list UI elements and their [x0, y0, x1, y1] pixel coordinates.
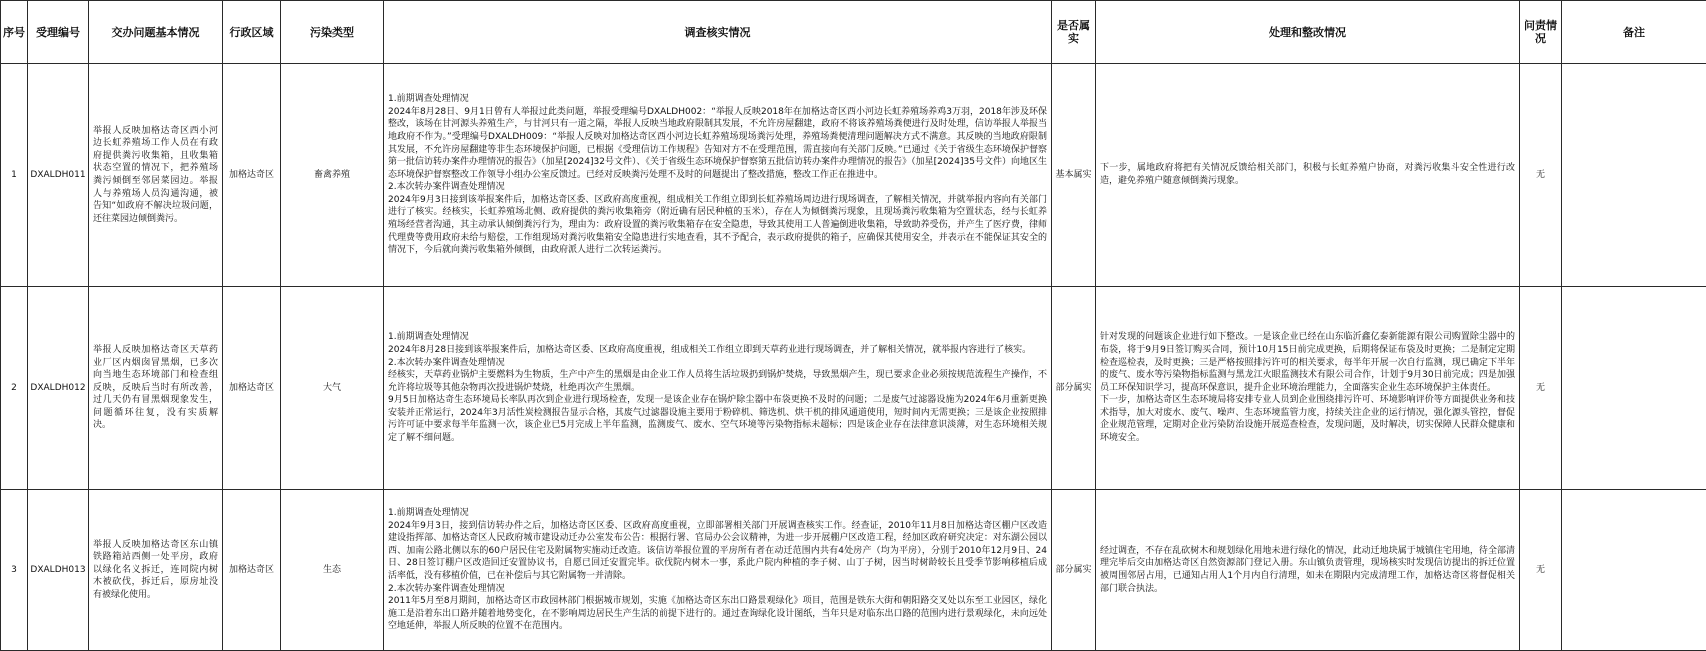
cell-verified: 部分属实 — [1052, 490, 1096, 651]
header-row — [1, 1, 1706, 64]
cell-investigation — [384, 64, 1052, 287]
cell-district: 加格达奇区 — [223, 287, 281, 490]
investigation-para: 1.前期调查处理情况 — [388, 507, 1047, 520]
investigation-para: 9月5日加格达奇生态环境局长率队再次到企业进行现场检查，发现一是该企业存在锅炉除尘器中布袋更换不及时的问题；二是废气过滤器设施为2024年6月重新更换安装并正常运行，2024年3月活性炭检测报告显示合格，其废气过滤器设施主要用于粉碎机、筛选机、烘干机的排风通道使用，短时间内无需更换；三是该企业按照排污许可证中要求每半年监测一次，该企业已5月完成上半年监测，监测废气、废水、空气环境等污染物指标未超标；四是该企业存在法律意识淡薄，对生态环境相关规定了解不细问题。 — [388, 394, 1047, 444]
cell-case-no: DXALDH013 — [28, 490, 89, 651]
cell-district: 加格达奇区 — [223, 64, 281, 287]
header-investigation: 调查核实情况 — [384, 1, 1052, 64]
handling-para: 下一步，加格达奇区生态环境局将安排专业人员到企业围绕排污许可、环境影响评价等方面提供业务和技术指导，加大对废水、废气、噪声、生态环境监管力度，持续关注企业的运行情况，强化源头管控，督促企业规范管理，定期对企业污染防治设施开展巡查检查，发现问题，及时解决，切实保障人民群众健康和环境安全。 — [1100, 394, 1515, 444]
investigation-para: 1.前期调查处理情况 — [388, 93, 1047, 106]
cell-district: 加格达奇区 — [223, 490, 281, 651]
cell-accountability: 无 — [1520, 287, 1562, 490]
investigation-para: 2024年9月3日，接到信访转办件之后，加格达奇区区委、区政府高度重视，立即部署相关部门开展调查核实工作。经查证，2010年11月8日加格达奇区棚户区改造建设指挥部、加格达奇区人民政府城市建设动迁办公室发布公告：根据行署、官局办公会议精神，为进一步开展棚户区改造工程，经加区政府研究决定：对东湖公园以西、加南公路北侧以东的60户居民住宅及附属物实施动迁改造。该信访举报位置的平房所有者在动迁范围内共有4处房产（均为平房），分别于2010年12月9日、24日、28日签订棚户区改造回迁安置协议书，自愿已回迁安置完毕。砍伐院内树木一事，系此户院内种植的李子树、山丁子树，因当时树龄较长且受季节影响移植后成活率低，没有移植价值，已在补偿后与其它附属物一并清除。 — [388, 520, 1047, 583]
header-remarks: 备注 — [1562, 1, 1706, 64]
investigation-para: 经核实，天草药业锅炉主要燃料为生物质，生产中产生的黑烟是由企业工作人员将生活垃圾扔到锅炉焚烧，导致黑烟产生，现已要求企业必须按规范流程生产操作，不允许将垃圾等其他杂物再次投进锅炉焚烧，杜绝再次产生黑烟。 — [388, 369, 1047, 394]
cell-remarks — [1562, 287, 1706, 490]
header-verified: 是否属实 — [1052, 1, 1096, 64]
cell-accountability: 无 — [1520, 490, 1562, 651]
cell-remarks — [1562, 64, 1706, 287]
cell-handling — [1096, 490, 1520, 651]
table-row — [1, 490, 1706, 651]
cell-handling — [1096, 287, 1520, 490]
cell-investigation — [384, 490, 1052, 651]
header-district: 行政区域 — [223, 1, 281, 64]
cell-pollution: 生态 — [281, 490, 384, 651]
table-row — [1, 287, 1706, 490]
header-issue: 交办问题基本情况 — [89, 1, 223, 64]
investigation-para: 2024年9月3日接到该举报案件后，加格达奇区委、区政府高度重视，组成相关工作组立即到长虹养殖场周边进行现场调查，了解相关情况，并就举报内容向有关部门进行了核实。经核实，长虹养殖场北侧、政府提供的粪污收集箱旁（附近确有居民种植的玉米），存在人为倾倒粪污现象，且现场粪污收集箱为空置状态，经与长虹养殖场经营者沟通，其主动承认倾倒粪污行为，理由为：政府设置的粪污收集箱存在安全隐患，导致其使用工人普遍倒进收集箱，导致助养受伤，并产生了医疗费，律师代理费等费用政府未给与赔偿，工作组现场对粪污收集箱安全隐患进行实地查看，其不予配合，表示政府提供的箱子，应确保其使用安全，并表示在不能保证其安全的情况下，今后就向粪污收集箱外倾倒，由政府派人进行二次转运粪污。 — [388, 194, 1047, 257]
investigation-para: 2024年8月28日、9月1日曾有人举报过此类问题，举报受理编号DXALDH002：“举报人反映2018年在加格达奇区西小河边长虹养殖场养鸡3万羽，2018年涉及环保整改，该场在甘河源头养殖生产，与甘河只有一道之隔，举报人反映当地政府限制其发展，不允许房屋翻建，政府不将该养殖场粪便进行及时处理，信访举报人举报当地政府不作为。”受理编号DXALDH009：“举报人反映对加格达奇区西小河边长虹养殖场现场粪污处理，养殖场粪便清理问题解决方式不满意。其反映的当地政府限制其发展，不允许房屋翻建等非生态环境保护问题，已根据《受理信访工作规程》告知对方不在受理范围，需直接向有关部门反映。”已通过《关于省级生态环境保护督察第一批信访转办案件办理情况的报告》（加星[2024]32号文件）、《关于省级生态环境保护督察第五批信访转办案件办理情况的报告》（加星[2024]35号文件）向地区生态环境保护督察整改工作领导小组办公室反馈过。已经对反映粪污处理不及时的问题提出了整改措施，整改工作正在推进中。 — [388, 106, 1047, 182]
cell-verified: 部分属实 — [1052, 287, 1096, 490]
cell-accountability: 无 — [1520, 64, 1562, 287]
cell-verified: 基本属实 — [1052, 64, 1096, 287]
cell-case-no: DXALDH011 — [28, 64, 89, 287]
handling-para: 下一步，属地政府将把有关情况反馈给相关部门，积极与长虹养殖户协商，对粪污收集斗安全性进行改造，避免养殖户随意倾倒粪污现象。 — [1100, 162, 1515, 187]
cell-issue: 举报人反映加格达奇区东山镇铁路箱站西侧一处平房，政府以绿化名义拆迁，连同院内树木被砍伐，拆迁后，原房址没有被绿化使用。 — [89, 490, 223, 651]
cell-seq: 3 — [1, 490, 28, 651]
handling-para: 经过调查，不存在乱砍树木和规划绿化用地未进行绿化的情况，此动迁地块属于城镇住宅用地，待全部清理完毕后交由加格达奇区自然资源部门登记入册。东山镇负责管理，现场核实时发现信访提出的拆迁位置被周围邻居占用，已通知占用人1个月内自行清理，如未在期限内完成清理工作，加格达奇区将督促相关部门联合执法。 — [1100, 545, 1515, 595]
header-pollution: 污染类型 — [281, 1, 384, 64]
header-accountability: 问责情况 — [1520, 1, 1562, 64]
investigation-para: 2.本次转办案件调查处理情况 — [388, 181, 1047, 194]
investigation-para: 2024年8月28日接到该举报案件后，加格达奇区委、区政府高度重视，组成相关工作组立即到天草药业进行现场调查，并了解相关情况，就举报内容进行了核实。 — [388, 344, 1047, 357]
cell-pollution: 大气 — [281, 287, 384, 490]
header-case-no: 受理编号 — [28, 1, 89, 64]
investigation-para: 2011年5月至8月期间，加格达奇区市政园林部门根据城市规划，实施《加格达奇区东出口路景观绿化》项目，范围是铁东大街和朝阳路交叉处以东至工业园区，绿化施工是沿着东出口路并随着地势变化，在不影响周边居民生产生活的前提下进行的。通过查询绿化设计图纸，当年只是对临东出口路的范围内进行景观绿化，未向远处空地延伸，举报人所反映的位置不在范围内。 — [388, 595, 1047, 633]
header-seq: 序号 — [1, 1, 28, 64]
cell-investigation — [384, 287, 1052, 490]
investigation-para: 2.本次转办案件调查处理情况 — [388, 583, 1047, 596]
cell-issue: 举报人反映加格达奇区天草药业厂区内烟囱冒黑烟，已多次向当地生态环境部门和检查组反映，反映后当时有所改善，过几天仍有冒黑烟现象发生，问题循环往复，没有实质解决。 — [89, 287, 223, 490]
cell-pollution: 畜禽养殖 — [281, 64, 384, 287]
handling-para: 针对发现的问题该企业进行如下整改。一是该企业已经在山东临沂鑫亿泰新能源有限公司购置除尘器中的布袋，将于9月9日签订购买合同，预计10月15日前完成更换，后期将保证布袋及时更换；二是制定定期检查巡检表，及时更换；三是严格按照排污许可的相关要求，每半年开展一次自行监测，现已确定下半年的废气、废水等污染物指标监测与黑龙江火眼监测技术有限公司合作，计划于9月30日前完成；四是加强员工环保知识学习，提高环保意识，提升企业环境治理能力，全面落实企业生态环境保护主体责任。 — [1100, 331, 1515, 394]
header-handling: 处理和整改情况 — [1096, 1, 1520, 64]
cell-seq: 2 — [1, 287, 28, 490]
investigation-para: 1.前期调查处理情况 — [388, 331, 1047, 344]
cell-handling — [1096, 64, 1520, 287]
table-row — [1, 64, 1706, 287]
cell-remarks — [1562, 490, 1706, 651]
investigation-para: 2.本次转办案件调查处理情况 — [388, 357, 1047, 370]
cell-seq: 1 — [1, 64, 28, 287]
cell-case-no: DXALDH012 — [28, 287, 89, 490]
cell-issue: 举报人反映加格达奇区西小河边长虹养殖场工作人员在有政府提供粪污收集箱，且收集箱状态空置的情况下，把养殖场粪污倾倒至邻居菜园边。举报人与养殖场人员沟通沟通，被告知“如政府不解决垃圾问题，还往菜园边倾倒粪污。 — [89, 64, 223, 287]
